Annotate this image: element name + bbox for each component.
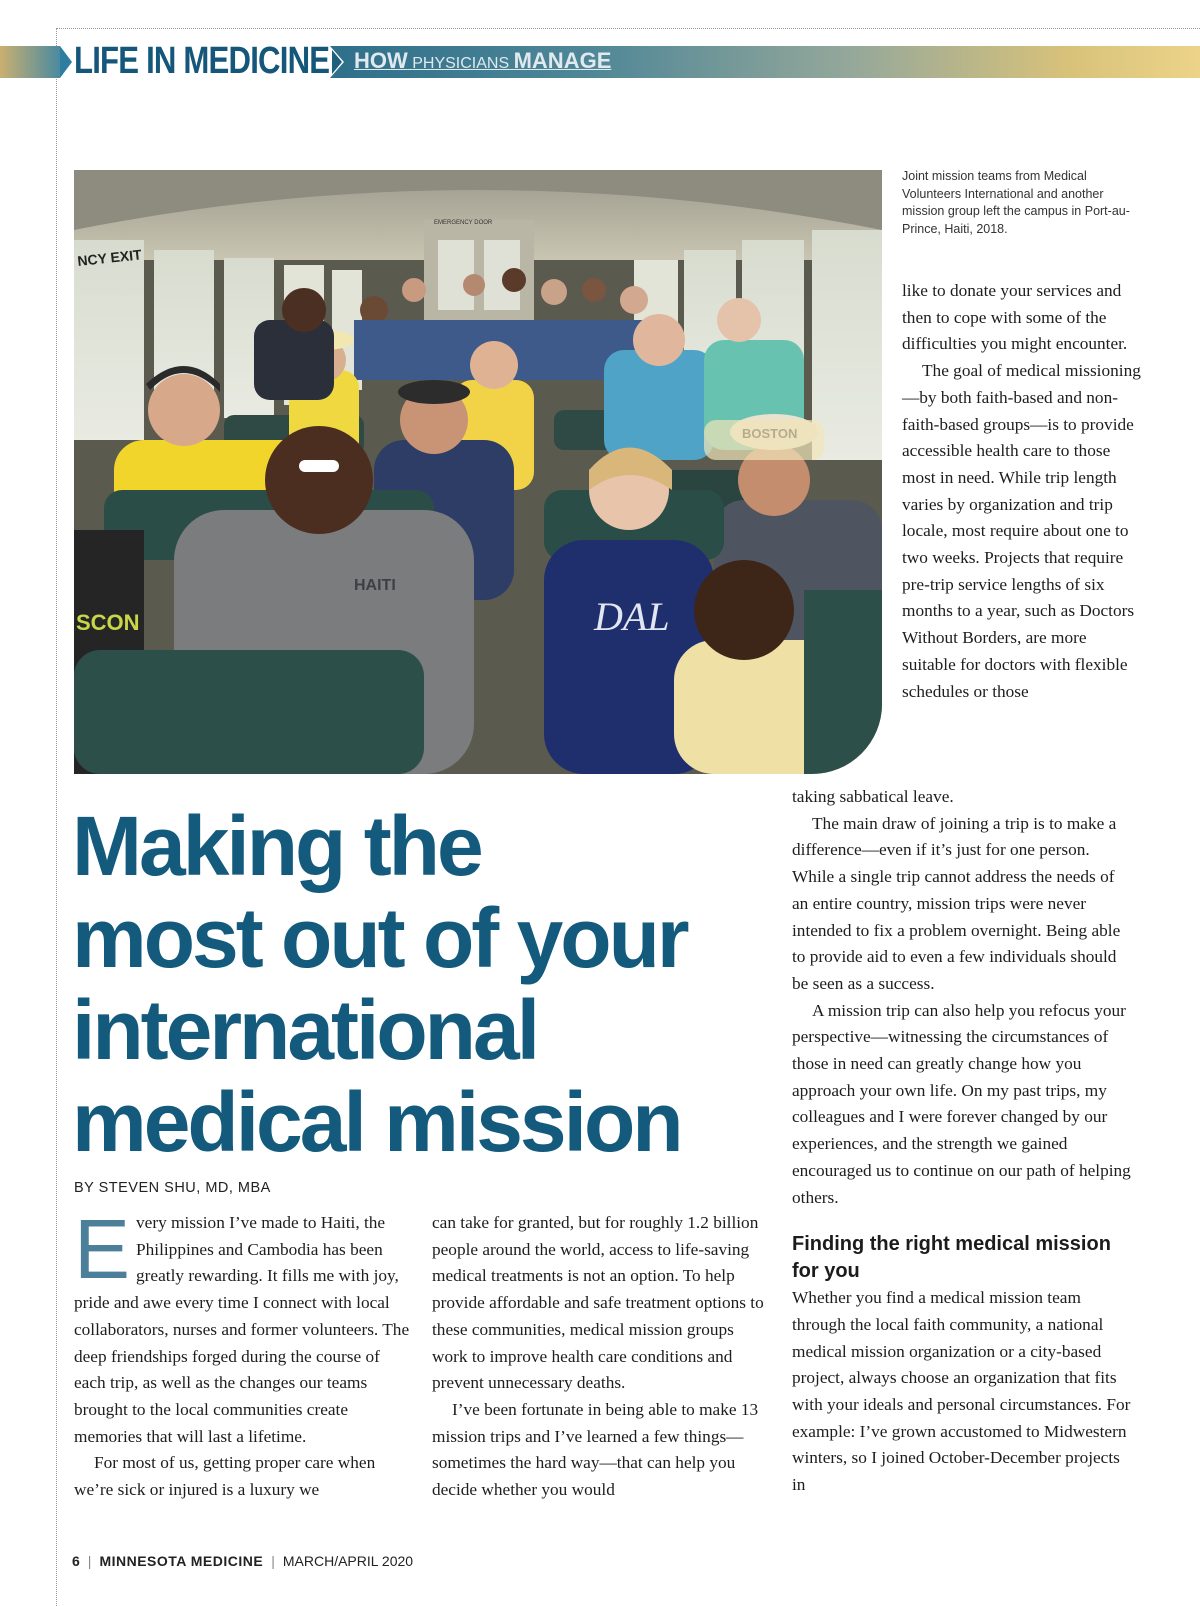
article-headline [72,800,772,1168]
page-footer [72,1553,413,1569]
issue-date: MARCH/APRIL 2020 [282,1553,414,1569]
paragraph: can take for granted, but for roughly 1.2 billion people around the world, access to life-saving medical treatments is not an option. To help provide affordable and safe treatment options to these communities, medical mission groups work to improve health care conditions and prevent unnecessary deaths. [432,1213,764,1393]
paragraph: taking sabbatical leave. [792,787,954,806]
paragraph: Whether you find a medical mission team through the local faith community, a national medical mission organization or a city-based project, always choose an organization that fits with your ideals and personal circumstances. For example: I’ve grown accustomed to Midwestern winters, so I joined October-December projects in [792,1288,1131,1495]
emergency-door-sign: EMERGENCY DOOR [434,220,493,226]
paragraph: The goal of medical missioning—by both faith-based and non-faith-based groups—is to provide accessible health care to those most in need. While trip length varies by organization and trip locale, most require about one to two weeks. Projects that require pre-trip service lengths of six months to a year, such as Doctors Without Borders, are more suitable for doctors with flexible schedules or those [902,361,1141,701]
section-subtitle-word-2: PHYSICIANS [412,55,510,72]
section-subtitle-word-3: MANAGE [513,48,612,73]
byline: BY STEVEN SHU, MD, MBA [74,1180,271,1196]
section-subheading: Finding the right medical mission for you [792,1233,1111,1283]
page-border-left [56,28,57,1606]
paragraph: For most of us, getting proper care when we’re sick or injured is a luxury we [74,1453,376,1500]
footer-separator: | [87,1553,92,1569]
shirt-print-dal: DAL [594,594,670,639]
headline-line-1: Making the [72,799,481,893]
article-column-3-top [902,278,1142,705]
headline-line-2: most out of your [72,891,687,985]
band-left-bar [0,46,60,78]
bus-scene-illustration [74,170,882,774]
shirt-print-left: SCON [76,610,140,635]
band-arrow-icon [60,46,72,78]
headline-line-4: medical mission [72,1075,681,1169]
section-subtitle [354,48,611,74]
mission-team-photo [74,170,882,774]
paragraph: A mission trip can also help you refocus your perspective—witnessing the circumstances of those in need can greatly change how you approach your own life. On my past trips, my colleagues and I were forever changed by our experiences, and the strength we gained encouraged us to continue on our path of helping others. [792,1000,1131,1207]
paragraph-text: very mission I’ve made to Haiti, the Philippines and Cambodia has been greatly rewarding. It fills me with joy, pride and awe every time I connect with local collaborators, nurses and former volunteers. The deep friendships forged during the course of each trip, as well as the changes our teams brought to the local communities create memories that will last a lifetime. [74,1213,410,1446]
footer-separator: | [271,1553,275,1569]
magazine-name: MINNESOTA MEDICINE [99,1553,264,1569]
shirt-print-haiti: HAITI [354,577,396,594]
paragraph: like to donate your services and then to cope with some of the difficulties you might encounter. [902,281,1128,354]
article-column-3-bottom [792,784,1132,1499]
page-border-top [56,28,1200,29]
article-column-2 [432,1210,772,1504]
article-column-1 [74,1202,414,1504]
paragraph: The main draw of joining a trip is to make a difference—even if it’s just for one person. While a single trip cannot address the needs of an entire country, mission trips were never intended to fix a problem overnight. Being able to provide aid to even a few individuals should be seen as a success. [792,813,1121,993]
section-label: LIFE IN MEDICINE [74,40,330,82]
emergency-exit-sign: NCY EXIT [76,246,143,269]
paragraph [74,1202,414,1450]
drop-cap: E [74,1202,131,1296]
band-divider-arrow-inner-icon [332,50,342,74]
headline-line-3: international [72,983,538,1077]
paragraph: I’ve been fortunate in being able to make 13 mission trips and I’ve learned a few things—sometimes the hard way—that can help you decide whether you would [432,1399,759,1500]
photo-caption: Joint mission teams from Medical Volunteers International and another mission group left the campus in Port-au-Prince, Haiti, 2018. [902,169,1130,236]
section-subtitle-word-1: HOW [354,48,408,73]
page-number: 6 [72,1553,80,1569]
